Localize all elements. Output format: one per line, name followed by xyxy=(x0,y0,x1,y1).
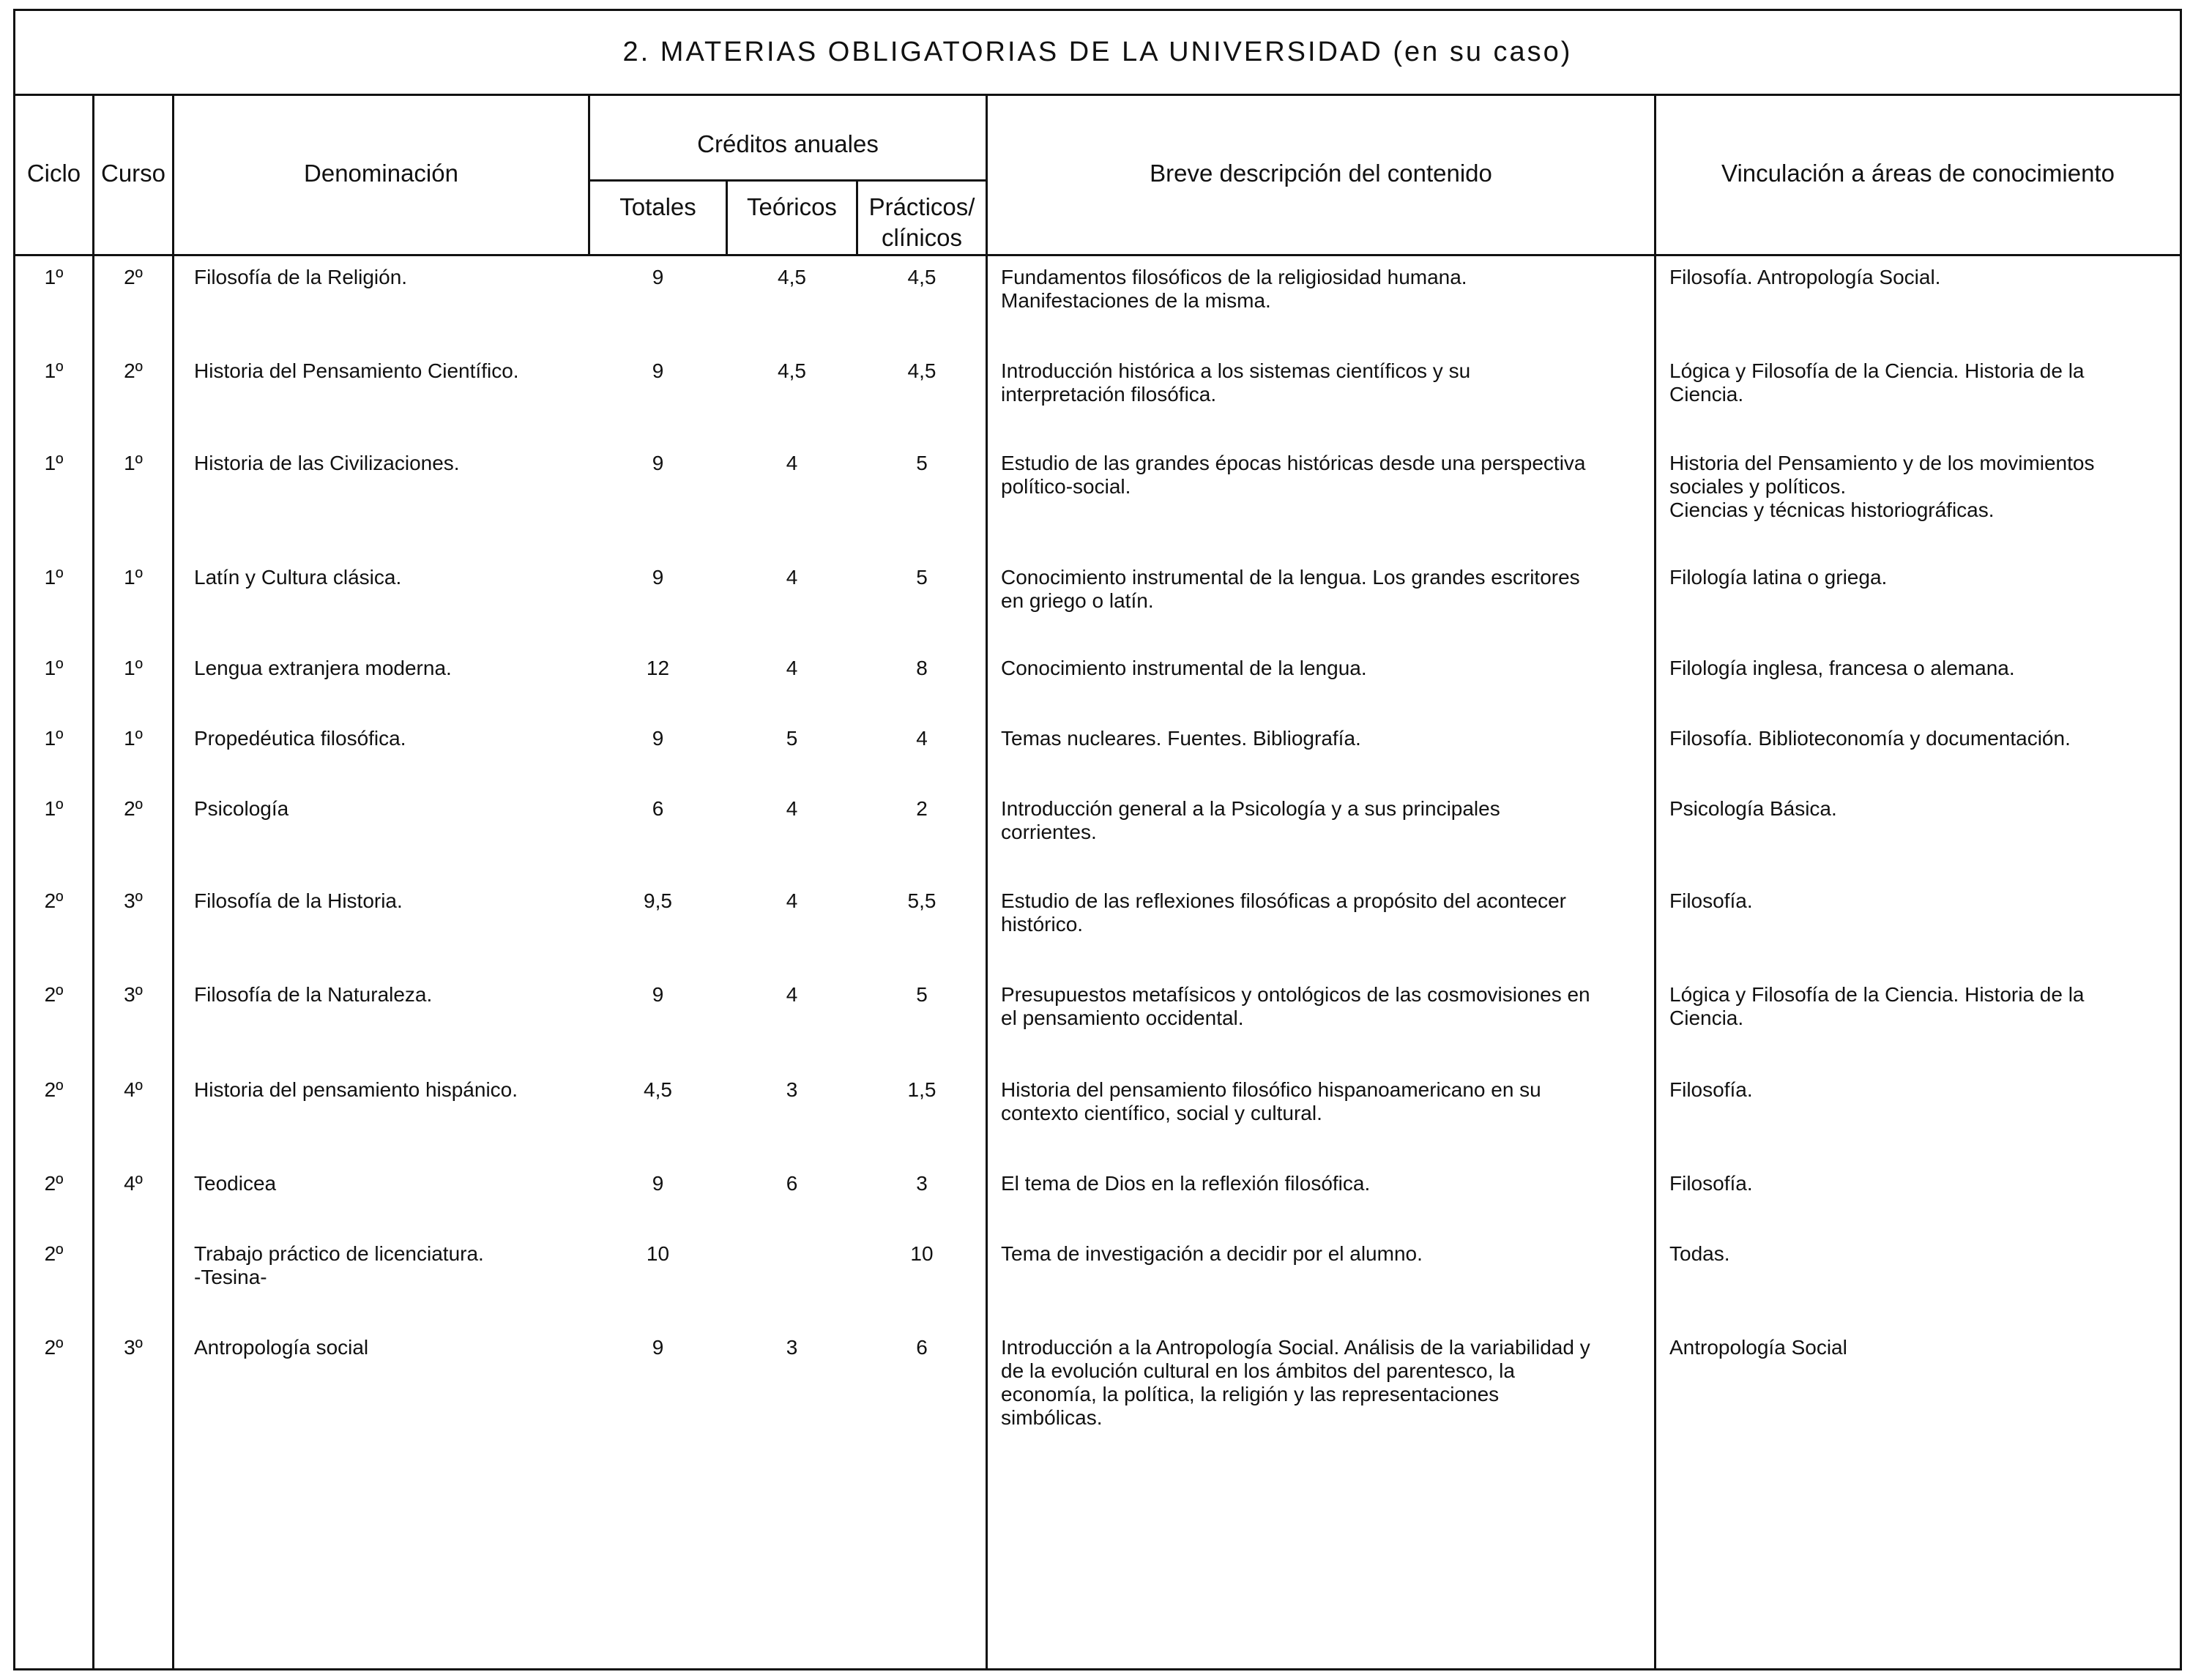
cell-ciclo: 2º xyxy=(44,1242,64,1265)
col-divider xyxy=(588,256,589,1668)
cell-vinculacion-line: Historia del Pensamiento y de los movimientos xyxy=(1669,452,2095,474)
cell-denominacion: Filosofía de la Historia. xyxy=(194,889,403,912)
document-frame xyxy=(13,9,2182,1670)
cell-practicos: 3 xyxy=(916,1172,928,1195)
cell-practicos: 5 xyxy=(916,566,928,589)
cell-totales: 9 xyxy=(652,1336,664,1359)
cell-teoricos: 5 xyxy=(786,727,798,750)
cell-ciclo: 2º xyxy=(44,1078,64,1101)
materias-table xyxy=(15,96,2180,1668)
cell-curso: 2º xyxy=(124,266,143,288)
cell-curso: 3º xyxy=(124,889,143,912)
cell-totales: 9 xyxy=(652,266,664,288)
cell-totales: 10 xyxy=(646,1242,670,1265)
cell-curso: 1º xyxy=(124,727,143,750)
header-vinculacion: Vinculación a áreas de conocimiento xyxy=(1721,160,2115,187)
header-denominacion: Denominación xyxy=(304,160,458,187)
cell-practicos: 4,5 xyxy=(907,266,936,288)
header-creditos-anuales: Créditos anuales xyxy=(697,130,879,157)
cell-descripcion-line: contexto científico, social y cultural. xyxy=(1001,1102,1322,1124)
cell-denominacion: Propedéutica filosófica. xyxy=(194,727,406,750)
cell-teoricos: 6 xyxy=(786,1172,798,1195)
cell-vinculacion-line: Filosofía. xyxy=(1669,1172,1753,1195)
cell-curso: 2º xyxy=(124,797,143,820)
cell-descripcion-line: Historia del pensamiento filosófico hispanoamericano en su xyxy=(1001,1078,1541,1101)
cell-vinculacion-line: sociales y políticos. xyxy=(1669,475,1847,498)
cell-denominacion: Lengua extranjera moderna. xyxy=(194,657,452,679)
col-divider xyxy=(1654,96,1656,1668)
cell-vinculacion-line: Psicología Básica. xyxy=(1669,797,1837,820)
cell-practicos: 1,5 xyxy=(907,1078,936,1101)
cell-ciclo: 2º xyxy=(44,1336,64,1359)
cell-descripcion-line: histórico. xyxy=(1001,913,1084,936)
cell-teoricos: 4 xyxy=(786,797,798,820)
creditos-divider xyxy=(588,179,988,182)
cell-totales: 9 xyxy=(652,452,664,474)
cell-practicos: 4,5 xyxy=(907,359,936,382)
cell-vinculacion-line: Ciencia. xyxy=(1669,1007,1744,1029)
table-title: 2. MATERIAS OBLIGATORIAS DE LA UNIVERSIDAD (en su caso) xyxy=(622,37,1573,67)
cell-descripcion-line: El tema de Dios en la reflexión filosófica. xyxy=(1001,1172,1371,1195)
cell-vinculacion-line: Filosofía. Antropología Social. xyxy=(1669,266,1941,288)
header-ciclo: Ciclo xyxy=(26,160,81,187)
cell-vinculacion-line: Lógica y Filosofía de la Ciencia. Historia de la xyxy=(1669,983,2085,1006)
header-curso: Curso xyxy=(100,160,166,187)
cell-descripcion-line: Manifestaciones de la misma. xyxy=(1001,289,1271,312)
cell-ciclo: 1º xyxy=(44,566,64,589)
header-descripcion: Breve descripción del contenido xyxy=(1150,160,1492,187)
cell-denominacion: Latín y Cultura clásica. xyxy=(194,566,402,589)
cell-denominacion: Trabajo práctico de licenciatura. xyxy=(194,1242,484,1265)
cell-totales: 9 xyxy=(652,359,664,382)
cell-descripcion-line: Introducción general a la Psicología y a sus principales xyxy=(1001,797,1500,820)
cell-teoricos: 4 xyxy=(786,983,798,1006)
cell-teoricos: 4,5 xyxy=(778,359,806,382)
cell-vinculacion-line: Filosofía. xyxy=(1669,889,1753,912)
cell-vinculacion-line: Filosofía. Biblioteconomía y documentación. xyxy=(1669,727,2071,750)
cell-curso: 1º xyxy=(124,657,143,679)
col-divider xyxy=(986,96,988,1668)
cell-descripcion-line: Estudio de las reflexiones filosóficas a propósito del acontecer xyxy=(1001,889,1566,912)
header-clinicos: clínicos xyxy=(881,224,963,251)
cell-teoricos: 3 xyxy=(786,1336,798,1359)
cell-practicos: 5 xyxy=(916,452,928,474)
cell-totales: 12 xyxy=(646,657,670,679)
cell-denominacion: Historia del Pensamiento Científico. xyxy=(194,359,519,382)
cell-totales: 9 xyxy=(652,983,664,1006)
cell-descripcion-line: economía, la política, la religión y las representaciones xyxy=(1001,1383,1500,1405)
cell-denominacion: Historia del pensamiento hispánico. xyxy=(194,1078,518,1101)
cell-practicos: 8 xyxy=(916,657,928,679)
cell-descripcion-line: Conocimiento instrumental de la lengua. xyxy=(1001,657,1367,679)
cell-ciclo: 1º xyxy=(44,266,64,288)
cell-denominacion: Historia de las Civilizaciones. xyxy=(194,452,460,474)
cell-descripcion-line: en griego o latín. xyxy=(1001,589,1154,612)
cell-descripcion-line: interpretación filosófica. xyxy=(1001,383,1217,406)
cell-totales: 9 xyxy=(652,727,664,750)
cell-vinculacion-line: Filología inglesa, francesa o alemana. xyxy=(1669,657,2015,679)
cell-descripcion-line: el pensamiento occidental. xyxy=(1001,1007,1244,1029)
cell-teoricos: 4 xyxy=(786,889,798,912)
cell-descripcion-line: de la evolución cultural en los ámbitos del parentesco, la xyxy=(1001,1359,1515,1382)
cell-teoricos: 4 xyxy=(786,657,798,679)
col-divider xyxy=(172,96,174,1668)
cell-ciclo: 1º xyxy=(44,727,64,750)
cell-practicos: 10 xyxy=(910,1242,934,1265)
cell-descripcion-line: Temas nucleares. Fuentes. Bibliografía. xyxy=(1001,727,1361,750)
cell-denominacion: Antropología social xyxy=(194,1336,369,1359)
cell-teoricos: 3 xyxy=(786,1078,798,1101)
cell-descripcion-line: Presupuestos metafísicos y ontológicos de las cosmovisiones en xyxy=(1001,983,1590,1006)
header-practicos: Prácticos/ xyxy=(868,193,975,220)
cell-curso: 2º xyxy=(124,359,143,382)
cell-curso: 3º xyxy=(124,983,143,1006)
cell-totales: 9 xyxy=(652,566,664,589)
cell-descripcion-line: Estudio de las grandes épocas históricas desde una perspectiva xyxy=(1001,452,1586,474)
cell-totales: 9 xyxy=(652,1172,664,1195)
header-teoricos: Teóricos xyxy=(747,193,837,220)
cell-denominacion: Psicología xyxy=(194,797,289,820)
cell-descripcion-line: político-social. xyxy=(1001,475,1131,498)
cell-ciclo: 1º xyxy=(44,797,64,820)
cell-practicos: 4 xyxy=(916,727,928,750)
cell-vinculacion-line: Filología latina o griega. xyxy=(1669,566,1888,589)
cell-denominacion: Teodicea xyxy=(194,1172,277,1195)
cell-teoricos: 4 xyxy=(786,566,798,589)
cell-vinculacion-line: Antropología Social xyxy=(1669,1336,1847,1359)
cell-vinculacion-line: Ciencias y técnicas historiográficas. xyxy=(1669,499,1995,521)
cell-descripcion-line: Introducción a la Antropología Social. Análisis de la variabilidad y xyxy=(1001,1336,1590,1359)
cell-practicos: 2 xyxy=(916,797,928,820)
cell-practicos: 5 xyxy=(916,983,928,1006)
col-divider xyxy=(588,96,590,256)
cell-totales: 4,5 xyxy=(644,1078,672,1101)
cell-vinculacion-line: Todas. xyxy=(1669,1242,1730,1265)
header-bottom-line xyxy=(15,254,2180,256)
cell-ciclo: 2º xyxy=(44,983,64,1006)
cell-ciclo: 2º xyxy=(44,889,64,912)
cell-descripcion-line: Tema de investigación a decidir por el alumno. xyxy=(1001,1242,1423,1265)
cell-totales: 6 xyxy=(652,797,664,820)
cell-vinculacion-line: Filosofía. xyxy=(1669,1078,1753,1101)
cell-practicos: 5,5 xyxy=(907,889,936,912)
cell-vinculacion-line: Lógica y Filosofía de la Ciencia. Historia de la xyxy=(1669,359,2085,382)
header-totales: Totales xyxy=(619,193,696,220)
col-divider xyxy=(92,96,94,1668)
cell-ciclo: 1º xyxy=(44,657,64,679)
cell-denominacion: Filosofía de la Naturaleza. xyxy=(194,983,433,1006)
cell-practicos: 6 xyxy=(916,1336,928,1359)
cell-denominacion: Filosofía de la Religión. xyxy=(194,266,408,288)
table-title-bar xyxy=(15,11,2180,96)
cell-descripcion-line: corrientes. xyxy=(1001,821,1097,843)
cell-denominacion-sub: -Tesina- xyxy=(194,1266,267,1288)
cell-curso: 4º xyxy=(124,1172,143,1195)
cell-ciclo: 2º xyxy=(44,1172,64,1195)
cell-ciclo: 1º xyxy=(44,452,64,474)
cell-descripcion-line: simbólicas. xyxy=(1001,1406,1103,1429)
cell-descripcion-line: Fundamentos filosóficos de la religiosidad humana. xyxy=(1001,266,1467,288)
cell-teoricos: 4 xyxy=(786,452,798,474)
cell-vinculacion-line: Ciencia. xyxy=(1669,383,1744,406)
cell-descripcion-line: Conocimiento instrumental de la lengua. Los grandes escritores xyxy=(1001,566,1580,589)
cell-teoricos: 4,5 xyxy=(778,266,806,288)
cell-curso: 4º xyxy=(124,1078,143,1101)
cell-ciclo: 1º xyxy=(44,359,64,382)
cell-descripcion-line: Introducción histórica a los sistemas científicos y su xyxy=(1001,359,1471,382)
cell-curso: 3º xyxy=(124,1336,143,1359)
cell-curso: 1º xyxy=(124,566,143,589)
cell-curso: 1º xyxy=(124,452,143,474)
cell-totales: 9,5 xyxy=(644,889,672,912)
